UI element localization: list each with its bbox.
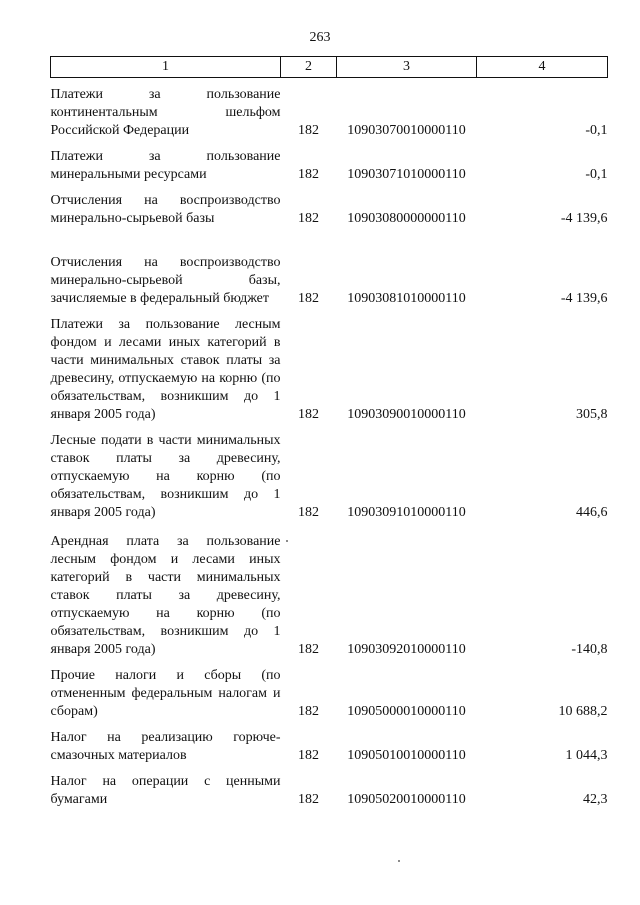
row-amount: -4 139,6 — [560, 211, 608, 226]
table-row — [51, 729, 608, 773]
row-amount: 305,8 — [576, 407, 608, 422]
row-amount: -0,1 — [585, 123, 608, 138]
row-description: Арендная плата за пользование лесным фондом и лесами иных категорий в части минимальных ставок платы за древесину, отпускаемую на корню (по обязательствам, возникшим до 1 января 2005 года) — [50, 534, 281, 657]
row-description: Лесные подати в части минимальных ставок платы за древесину, отпускаемую на корню (по обязательствам, возникшим до 1 января 2005 года) — [50, 433, 281, 520]
row-code: 182 — [298, 792, 319, 807]
row-description: Налог на операции с ценными бумагами — [50, 774, 281, 807]
scan-speck — [398, 860, 400, 862]
row-code: 182 — [298, 642, 319, 657]
row-amount: 10 688,2 — [558, 704, 608, 719]
row-description: Платежи за пользование лесным фондом и лесами иных категорий в части минимальных ставок платы за древесину, отпускаемую на корню (по обязательствам, возникшим до 1 января 2005 года) — [50, 317, 281, 422]
column-header-description: 1 — [51, 57, 281, 78]
row-amount: -140,8 — [571, 642, 608, 657]
row-amount: 446,6 — [576, 505, 608, 520]
row-code: 182 — [298, 211, 319, 226]
row-amount: 1 044,3 — [565, 748, 608, 763]
table-row — [51, 316, 608, 432]
table-row — [51, 148, 608, 192]
row-kbk: 10905020010000110 — [347, 792, 466, 807]
column-header-kbk: 3 — [337, 57, 477, 78]
row-code: 182 — [298, 407, 319, 422]
row-description: Отчисления на воспроизводство минерально-сырьевой базы — [50, 193, 281, 226]
row-code: 182 — [298, 748, 319, 763]
row-code: 182 — [298, 167, 319, 182]
table-row — [51, 773, 608, 817]
column-header-amount: 4 — [477, 57, 608, 78]
row-kbk: 10903070010000110 — [347, 123, 466, 138]
row-description: Налог на реализацию горюче-смазочных материалов — [50, 730, 281, 763]
row-kbk: 10903090010000110 — [347, 407, 466, 422]
table-row — [51, 236, 608, 316]
row-amount: -4 139,6 — [560, 291, 608, 306]
row-description: Платежи за пользование континентальным шельфом Российской Федерации — [50, 87, 281, 138]
row-code: 182 — [298, 123, 319, 138]
row-kbk: 10903081010000110 — [347, 291, 466, 306]
row-kbk: 10905010010000110 — [347, 748, 466, 763]
row-code: 182 — [298, 291, 319, 306]
table-row — [51, 667, 608, 729]
table-row — [51, 78, 608, 149]
row-kbk: 10903092010000110 — [347, 642, 466, 657]
row-kbk: 10905000010000110 — [347, 704, 466, 719]
row-description: Прочие налоги и сборы (по отмененным федеральным налогам и сборам) — [50, 668, 281, 719]
row-description: Отчисления на воспроизводство минерально-сырьевой базы, зачисляемые в федеральный бюджет — [50, 255, 281, 306]
row-amount: -0,1 — [585, 167, 608, 182]
row-code: 182 — [298, 704, 319, 719]
row-description: Платежи за пользование минеральными ресурсами — [50, 149, 281, 182]
row-code: 182 — [298, 505, 319, 520]
table-row — [51, 192, 608, 236]
page-number: 263 — [309, 30, 331, 45]
table-row — [51, 530, 608, 667]
row-amount: 42,3 — [583, 792, 608, 807]
row-kbk: 10903091010000110 — [347, 505, 466, 520]
table-row — [51, 432, 608, 530]
budget-table — [50, 56, 608, 817]
column-header-code: 2 — [281, 57, 337, 78]
row-kbk: 10903071010000110 — [347, 167, 466, 182]
scan-speck — [286, 540, 288, 542]
row-kbk: 10903080000000110 — [347, 211, 466, 226]
table-header-row — [51, 57, 608, 78]
